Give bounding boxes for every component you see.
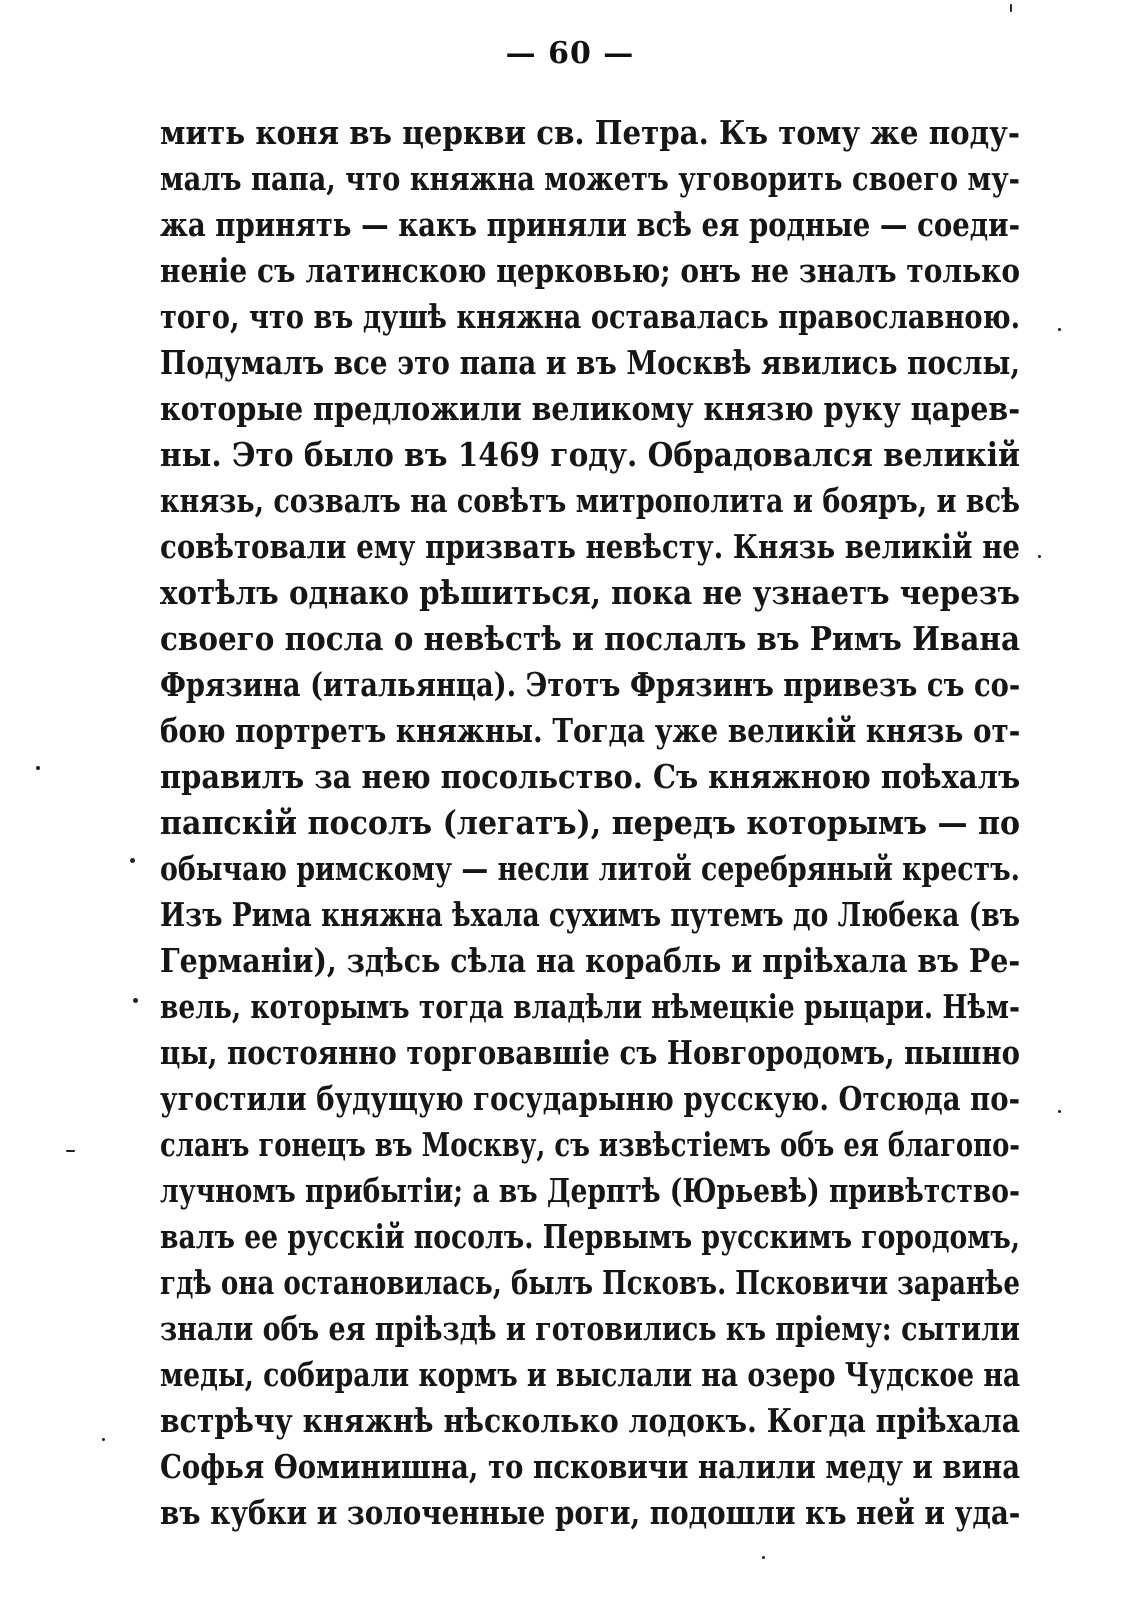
scan-speck [102,1438,105,1441]
page-number: — 60 — [505,36,635,71]
scan-speck [66,1150,75,1152]
text-line: Подумалъ все это папа и въ Москвѣ явились послы, [160,343,1020,382]
text-line: Фрязина (итальянца). Этотъ Фрязинъ привезъ съ со- [160,665,1021,704]
scan-speck [1010,4,1012,12]
text-line: валъ ее русскій посолъ. Первымъ русскимъ городомъ, [160,1217,1021,1256]
text-line: бою портретъ княжны. Тогда уже великій князь от- [160,711,1021,750]
text-line: угостили будущую государыню русскую. Отсюда по- [160,1079,1020,1118]
scan-speck [36,766,40,770]
body-text [160,110,1020,1536]
text-line: хотѣлъ однако рѣшиться, пока не узнаетъ черезъ [160,573,1020,612]
text-line: сланъ гонецъ въ Москву, съ извѣстіемъ объ ея благопо- [160,1125,1021,1164]
text-line: лучномъ прибытіи; а въ Дерптѣ (Юрьевѣ) привѣтство- [160,1171,1020,1210]
scan-speck [1038,555,1041,558]
text-line: меды, собирали кормъ и выслали на озеро Чудское на [160,1355,1021,1394]
scan-speck [762,1556,765,1559]
text-line: знали объ ея пріѣздѣ и готовились къ пріему: сытили [160,1309,1020,1348]
text-line: въ кубки и золоченные роги, подошли къ ней и уда- [160,1493,1021,1532]
text-line: правилъ за нею посольство. Съ княжною поѣхалъ [160,757,1021,796]
scan-speck [1058,328,1061,331]
scan-speck [130,858,135,863]
text-line: неніе съ латинскою церковью; онъ не зналъ только [160,251,1020,290]
text-line: ны. Это было въ 1469 году. Обрадовался великій [160,435,1020,474]
text-line: папскій посолъ (легатъ), передъ которымъ — по [160,803,1020,842]
text-line: Софья Ѳоминишна, то псковичи налили меду и вина [160,1447,1021,1486]
text-line: своего посла о невѣстѣ и послалъ въ Римъ Ивана [160,619,1020,658]
scan-speck [1058,1110,1061,1113]
text-line: жа принять — какъ приняли всѣ ея родные — соеди- [160,205,1020,244]
text-line: малъ папа, что княжна можетъ уговорить своего му- [160,159,1020,198]
text-line: которые предложили великому князю руку царев- [160,389,1021,428]
text-line: обычаю римскому — несли литой серебряный крестъ. [160,849,1020,888]
text-line: Германіи), здѣсь сѣла на корабль и пріѣхала въ Ре- [160,941,1021,980]
text-line: цы, постоянно торговавшіе съ Новгородомъ, пышно [160,1033,1020,1072]
scan-speck [133,998,138,1003]
text-line: князь, созвалъ на совѣтъ митрополита и бояръ, и всѣ [160,481,1020,520]
text-line: совѣтовали ему призвать невѣсту. Князь великій не [160,527,1020,566]
text-line: встрѣчу княжнѣ нѣсколько лодокъ. Когда пріѣхала [160,1401,1020,1440]
text-line: мить коня въ церкви св. Петра. Къ тому же поду- [160,113,1020,152]
text-line: вель, которымъ тогда владѣли нѣмецкіе рыцари. Нѣм- [160,987,1020,1026]
text-line: того, что въ душѣ княжна оставалась православною. [160,297,1021,336]
text-line: гдѣ она остановилась, былъ Псковъ. Псковичи заранѣе [160,1263,1020,1302]
text-line: Изъ Рима княжна ѣхала сухимъ путемъ до Любека (въ [160,895,1021,934]
